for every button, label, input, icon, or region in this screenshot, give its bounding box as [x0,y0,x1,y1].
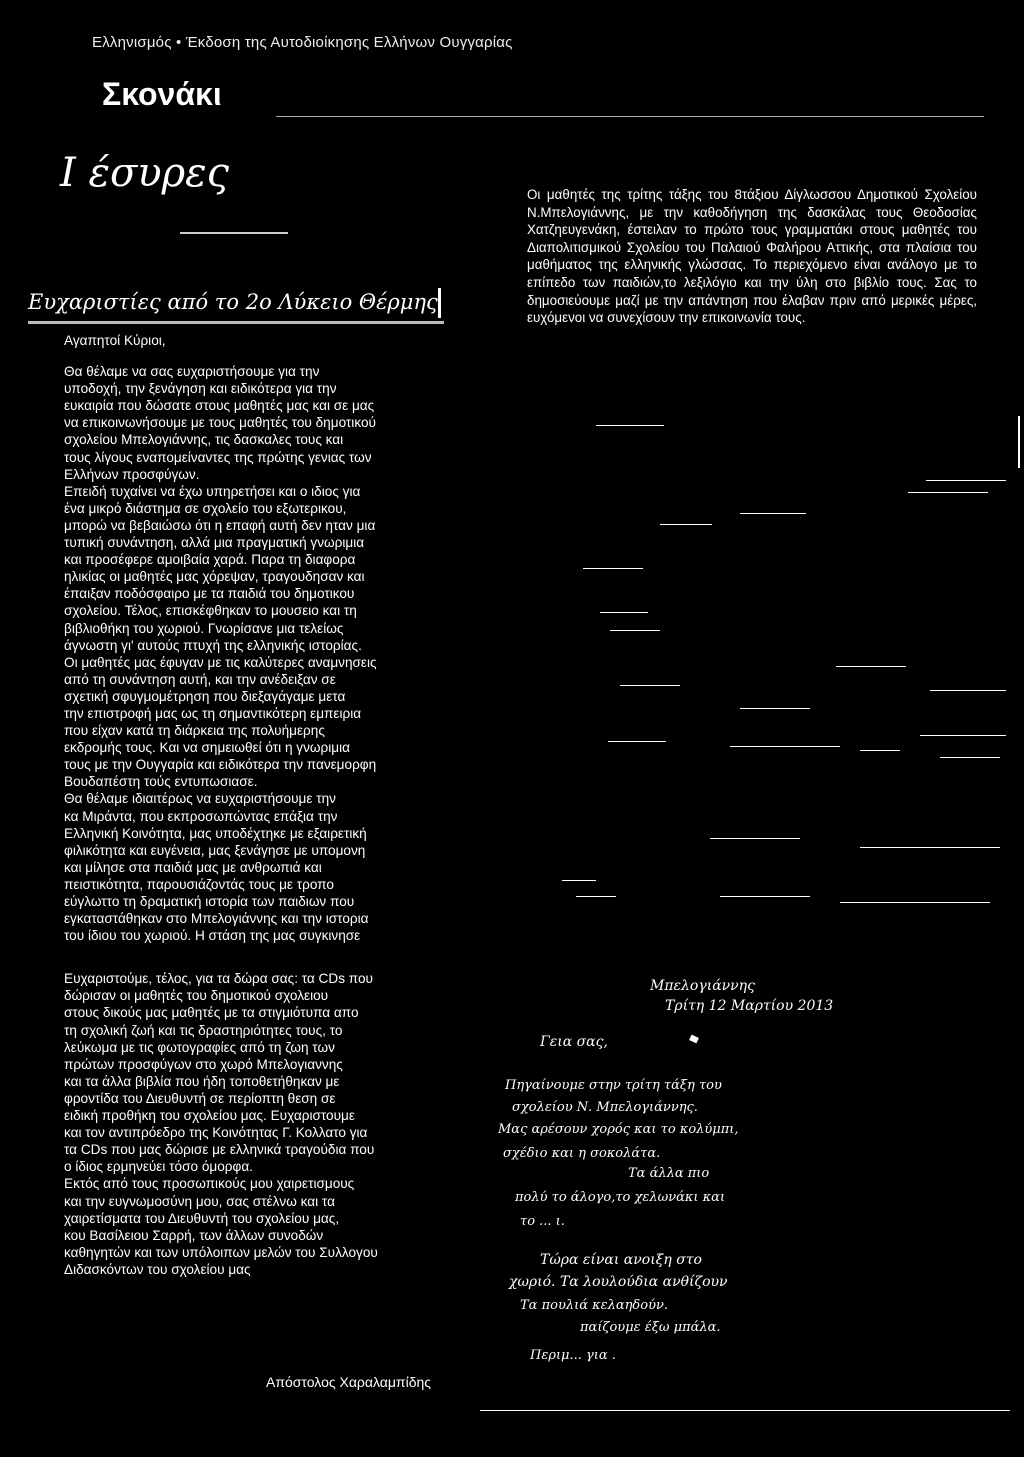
letter-line: σχολείου. Τέλος, επισκέφθηκαν το μουσειο και τη [64,603,357,619]
letter-line: Θα θέλαμε ιδιαιτέρως να ευχαριστήσουμε την [64,791,336,807]
note-line: πολύ το άλογο,το χελωνάκι και [515,1190,726,1205]
letter-line: λεύκωμα με τις φωτογραφίες από τη ζωη των [64,1039,335,1055]
masthead: Ελληνισμός • Έκδοση της Αυτοδιοίκησης Ελλήνων Ουγγαρίας [92,34,513,51]
letter-line: κου Βασίλειου Σαρρή, των άλλων συνοδών [64,1227,324,1243]
letter-line: τους λίγους εναπομείναντες της πρώτης γενιας των [64,449,372,465]
ruled-line [836,666,906,667]
letter-line: Βουδαπέστη τούς εντυπωσιασε. [64,774,258,790]
ruled-line [930,690,1006,691]
ruled-line [562,880,596,881]
letter-line: ειδική προθήκη του σχολείου μας. Ευχαριστουμε [64,1108,355,1124]
letter-line: Οι μαθητές μας έφυγαν με τις καλύτερες αναμνησεις [64,654,377,670]
ruled-line [720,896,810,897]
letter-line: άγνωστη γι' αυτούς πτυχή της ελληνικής ιστορίας. [64,637,362,653]
letter-line: από τη συνάντηση αυτή, και την ανέδειξαν σε [64,671,336,687]
letter-line: κα Μιράντα, που εκπροσωπώντας επάξια την [64,808,338,824]
header-underline [180,232,288,234]
ruled-line [926,480,1006,481]
ruled-line [583,568,643,569]
note-line: Περιμ... για . [530,1348,616,1363]
note-line: χωριό. Τα λουλούδια ανθίζουν [509,1274,728,1290]
ruled-line [860,847,1000,848]
letter-line: Εκτός από τους προσωπικούς μου χαιρετισμους [64,1176,355,1192]
ruled-line [940,757,1000,758]
letter-line: τους με την Ουγγαρία και ειδικότερα την πανεμορφη [64,757,377,773]
ruled-line [608,741,666,742]
note-line: παίζουμε έξω μπάλα. [580,1320,721,1335]
letter-line: εκδρομής τους. Και να σημειωθεί ότι η γνωριμια [64,740,350,756]
note-line: το ... ι. [520,1214,565,1229]
letter-line: στους δικούς μας μαθητές με τα στιγμιότυπα απο [64,1005,359,1021]
letter-line: ηλικίας οι μαθητές μας χόρεψαν, τραγουδησαν και [64,569,365,585]
letter-line: μπορώ να βεβαιώσω ότι η επαφή αυτή δεν ηταν μια [64,517,376,533]
note-line: Τρίτη 12 Μαρτίου 2013 [665,998,834,1014]
subheader-rule [28,321,444,324]
letter-line: την επιστροφή μας ως τη σημαντικότερη εμπειρια [64,705,362,721]
ruled-line [596,425,664,426]
edge-mark [1018,416,1020,468]
note-line: Γεια σας, [540,1034,608,1050]
letter-line: και την ευγνωμοσύνη μου, σας στέλνω και τα [64,1193,335,1209]
letter-body [64,332,452,1278]
letter-line: εύγλωττο τη δραματική ιστορία των παιδιων που [64,894,355,909]
letter-line: Ελλήνων προσφύγων. [64,466,200,482]
ruled-line [730,746,840,747]
note-line: Τα άλλα πιο [628,1166,710,1181]
subheader-bar [438,288,441,318]
title-divider [276,116,984,117]
letter-line: του ίδιου του χωριού. Η στάση της μας συγκινησε [64,928,361,944]
letter-line: εγκαταστάθηκαν στο Μπελογιάννης και την ιστορια [64,911,369,927]
letter-line: τυπική συνάντηση, αλλά μια πραγματική γνωριμια [64,535,365,551]
ruled-line [600,612,648,613]
letter-line: τη σχολική ζωή και τις δραστηριότητες τους, το [64,1022,343,1038]
letter-line: Επειδή τυχαίνει να έχω υπηρετήσει και ο ιδιος για [64,483,361,499]
section-title: Σκονάκι [102,76,222,112]
ruled-line [620,685,680,686]
note-line: Μπελογιάννης [650,978,755,994]
letter-line: υποδοχή, την ξενάγηση και ειδικότερα για την [64,381,337,397]
ruled-line [710,838,800,839]
ruled-line [576,896,616,897]
letter-line: Θα θέλαμε να σας ευχαριστήσουμε για την [64,364,320,380]
article-subheader: Ευχαριστίες από το 2ο Λύκειο Θέρμης [28,290,438,314]
ink-mark [689,1035,699,1044]
ruled-line [660,524,712,525]
note-line: σχολείου Ν. Μπελογιάννης. [512,1100,698,1115]
signature: Απόστολος Χαραλαμπίδης [266,1374,432,1390]
note-line: Τα πουλιά κελαηδούν. [520,1298,669,1313]
letter-line: Ευχαριστούμε, τέλος, για τα δώρα σας: τα CDs που [64,971,373,987]
letter-line: βιβλιοθήκη του χωριού. Γνωρίσανε μια τελείως [64,620,344,636]
ruled-line [908,492,988,493]
salutation: Αγαπητοί Κύριοι, [64,333,166,348]
article-header-handwritten: Ι έσυρες [60,150,229,196]
ruled-line [610,630,660,631]
letter-line: και τον αντιπρόεδρο της Κοινότητας Γ. Κολλατο για [64,1125,368,1141]
note-line: Τώρα είναι ανοιξη στο [540,1252,702,1268]
letter-line: ευκαιρία που δώσατε στους μαθητές μας και σε μας [64,398,375,414]
note-line: σχέδιο και η σοκολάτα. [503,1146,661,1161]
ruled-line [860,750,900,751]
letter-line: έπαιξαν ποδόσφαιρο με τα παιδιά του δημοτικου [64,586,355,602]
letter-line: χαιρετίσματα του Διευθυντή του σχολείου μας, [64,1210,340,1226]
letter-line: και μίλησε στα παιδιά μας με ανθρωπιά και [64,859,322,875]
letter-line: Ελληνική Κοινότητα, μας υποδέχτηκε με εξαιρετική [64,825,367,841]
letter-line: ο ίδιος ερμηνεύει τόσο όμορφα. [64,1159,253,1175]
note-line: Μας αρέσουν χορός και το κολύμπι, [498,1122,739,1137]
letter-line: σχολείου Μπελογιάννης, τις δασκαλες τους και [64,432,344,448]
note-bottom-rule [480,1410,1010,1411]
ruled-line [740,513,806,514]
letter-line: πρώτων προσφύγων στο χωρό Μπελογιαννης [64,1056,343,1072]
letter-line: τα CDs που μας δώρισε με ελληνικά τραγούδια που [64,1142,375,1158]
ruled-line [920,735,1006,736]
letter-line: και προσέφερε αμοιβαία χαρά. Παρα τη διαφορα [64,552,356,568]
note-line: Πηγαίνουμε στην τρίτη τάξη του [505,1078,722,1093]
letter-line: φροντίδα του Διευθυντή σε περίοπτη θεση σε [64,1090,336,1106]
letter-line: φιλικότητα και ευγένεια, μας ξενάγησε με υπομονη [64,842,366,858]
letter-line: πειστικότητα, παρουσιάζοντάς τους με τροπο [64,876,334,892]
letter-line: να επικοινωνήσουμε με τους μαθητές του δημοτικού [64,415,376,431]
right-intro-text: Οι μαθητές της τρίτης τάξης του 8τάξιου Δίγλωσσου Δημοτικού Σχολείου Ν.Μπελογιάννης, με την καθοδήγηση της δασκάλας τους Θεοδοσίας Χατζηευγενάκη, έστειλαν το πρώτο τους γραμματάκι στους μαθητές του Διαπολιτισμικού Σχολείου του Παλαιού Φαλήρου Αττικής, στα πλαίσια του μαθήματος της ελληνικής γλώσσας. Το περιεχόμενο είναι ανάλογο με το επίπεδο των παιδιών,το λεξιλόγιο και την ύλη στο βιβλίο τους. Σας το δημοσιεύουμε μαζί με την απάντηση που έλαβαν πριν από μερικές μέρες, ευχόμενοι να συνεχίσουν την επικοινωνία τους. [527,187,977,326]
ruled-line [740,708,810,709]
letter-line: καθηγητών και των υπόλοιπων μελών του Συλλογου [64,1244,378,1260]
letter-line: και τα άλλα βιβλία που ήδη τοποθετήθηκαν με [64,1073,340,1089]
letter-line: σχετική σφυγμομέτρηση που διεξαγάγαμε μετα [64,688,346,704]
letter-line: δώρισαν οι μαθητές του δημοτικού σχολειου [64,988,329,1004]
letter-line: Διδασκόντων του σχολείου μας [64,1261,251,1277]
letter-line: ένα μικρό διάστημα σε σχολείο του εξωτερικου, [64,500,347,516]
ruled-line [840,902,990,903]
letter-line: που είχαν κατά τη διάρκεια της πολυήμερης [64,723,325,739]
